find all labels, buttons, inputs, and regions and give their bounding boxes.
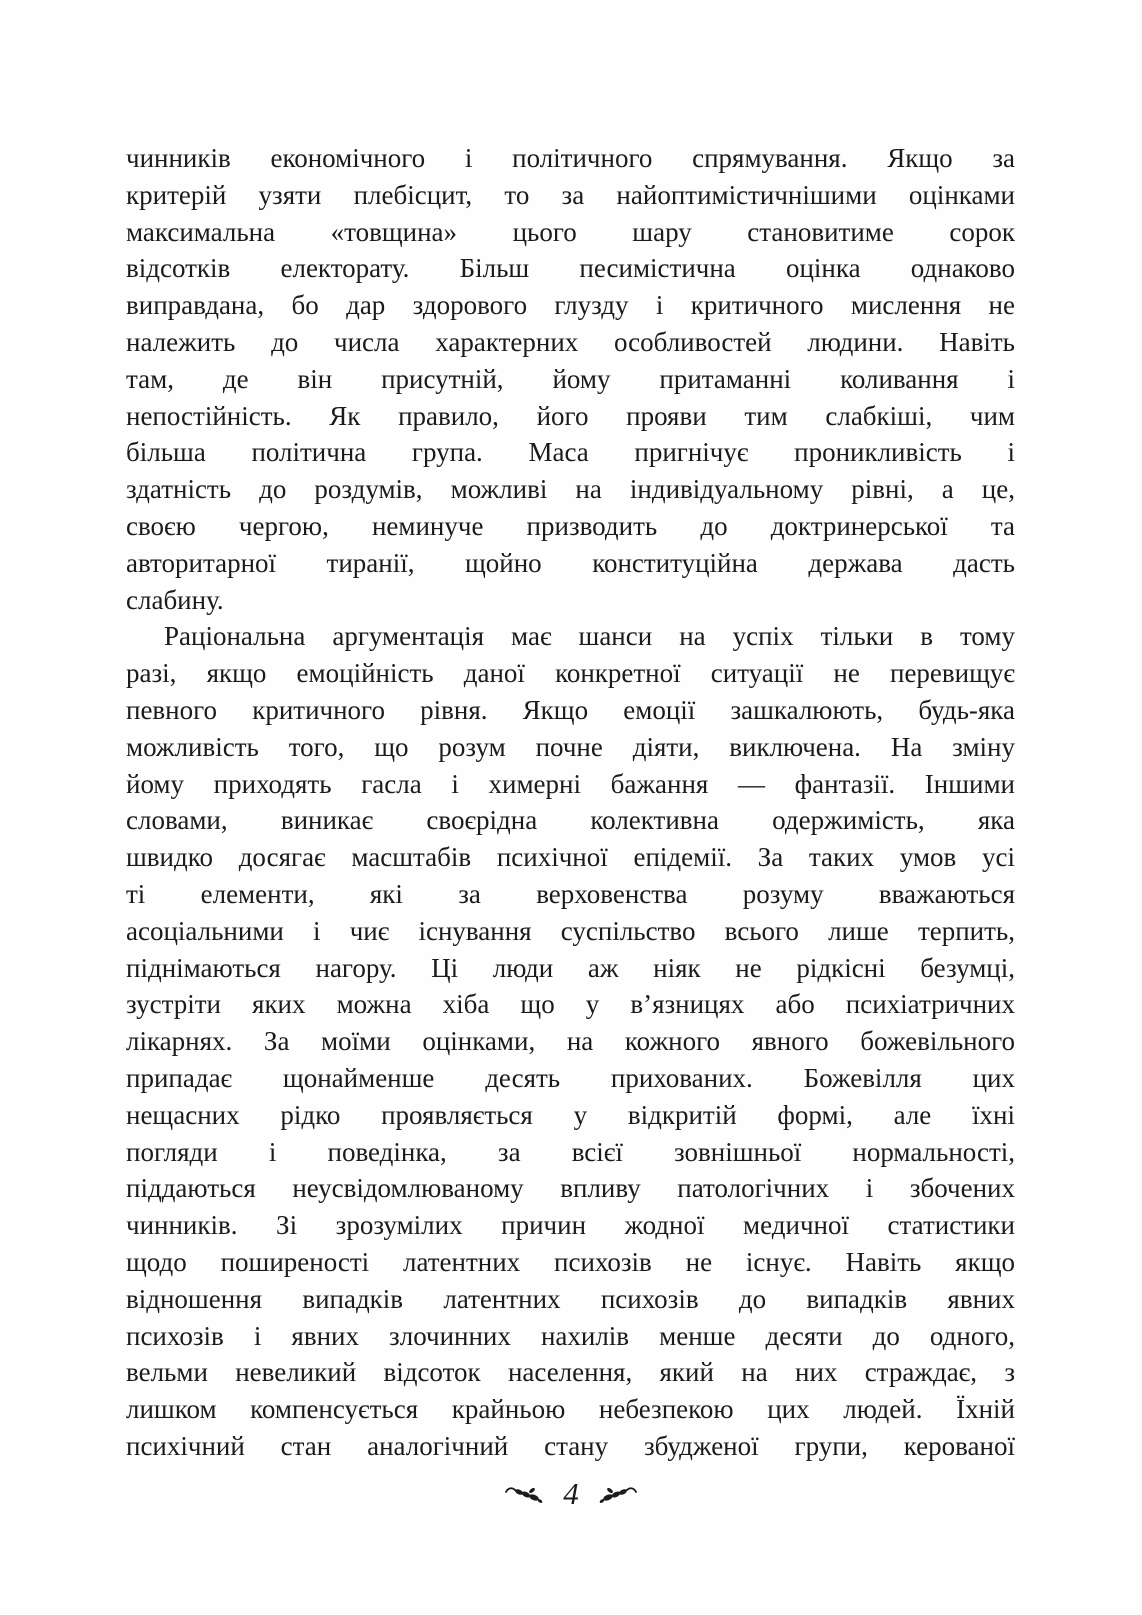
- text-line: здатність до роздумів, можливі на індивідуальному рівні, а це,: [126, 474, 1015, 505]
- text-line: швидко досягає масштабів психічної епідемії. За таких умов усі: [126, 842, 1015, 873]
- text-line: авторитарної тиранії, щойно конституційна держава дасть: [126, 547, 1015, 578]
- text-line: там, де він присутній, йому притаманні коливання і: [126, 363, 1015, 394]
- text-line: певного критичного рівня. Якщо емоції зашкалюють, будь-яка: [126, 694, 1015, 725]
- text-line: чинників економічного і політичного спрямування. Якщо за: [126, 143, 1015, 173]
- text-line: непостійність. Як правило, його прояви тим слабкіші, чим: [126, 400, 1015, 431]
- text-line: лишком компенсується крайньою небезпекою цих людей. Їхній: [126, 1394, 1015, 1425]
- page-number: 4: [563, 1476, 579, 1511]
- text-line: вельми невеликий відсоток населення, який на них страждає, з: [126, 1357, 1015, 1388]
- text-line: чинників. Зі зрозумілих причин жодної медичної статистики: [126, 1210, 1015, 1241]
- text-line: ті елементи, які за верховенства розуму вважаються: [126, 878, 1015, 909]
- vine-flourish-right-icon: [597, 1484, 637, 1504]
- text-line: припадає щонайменше десять прихованих. Божевілля цих: [126, 1062, 1015, 1093]
- body-text: [126, 140, 1015, 1465]
- text-line: нещасних рідко проявляється у відкритій формі, але їхні: [126, 1099, 1015, 1130]
- text-line: зустріти яких можна хіба що у в’язницях або психіатричних: [126, 989, 1015, 1020]
- text-line: психічний стан аналогічний стану збудженої групи, керованої: [126, 1430, 1015, 1461]
- text-line: лікарнях. За моїми оцінками, на кожного явного божевільного: [126, 1026, 1015, 1057]
- text-line: більша політична група. Маса пригнічує проникливість і: [126, 437, 1015, 468]
- text-line: критерій узяти плебісцит, то за найоптимістичнішими оцінками: [126, 179, 1015, 210]
- text-line: можливість того, що розум почне діяти, виключена. На зміну: [126, 731, 1015, 762]
- text-line: належить до числа характерних особливостей людини. Навіть: [126, 326, 1015, 357]
- paragraph-1: [126, 140, 1015, 618]
- text-line: своєю чергою, неминуче призводить до доктринерської та: [126, 510, 1015, 541]
- text-line: піддаються неусвідомлюваному впливу патологічних і збочених: [126, 1173, 1015, 1204]
- text-line: слабину.: [126, 584, 224, 615]
- text-line: асоціальними і чиє існування суспільство всього лише терпить,: [126, 915, 1015, 946]
- text-line: разі, якщо емоційність даної конкретної ситуації не перевищує: [126, 658, 1015, 689]
- text-line: психозів і явних злочинних нахилів менше десяти до одного,: [126, 1320, 1015, 1351]
- page-footer: [0, 1478, 1142, 1509]
- text-line: відношення випадків латентних психозів до випадків явних: [126, 1283, 1015, 1314]
- vine-flourish-left-icon: [505, 1484, 545, 1504]
- text-line: погляди і поведінка, за всієї зовнішньої нормальності,: [126, 1136, 1015, 1167]
- text-line: виправдана, бо дар здорового глузду і критичного мислення не: [126, 290, 1015, 321]
- text-line: словами, виникає своєрідна колективна одержимість, яка: [126, 805, 1015, 836]
- text-line: відсотків електорату. Більш песимістична оцінка однаково: [126, 253, 1015, 284]
- paragraph-2: [126, 618, 1015, 1464]
- text-line: щодо поширеності латентних психозів не існує. Навіть якщо: [126, 1246, 1015, 1277]
- text-line: максимальна «товщина» цього шару становитиме сорок: [126, 216, 1015, 247]
- text-line: Раціональна аргументація має шанси на успіх тільки в тому: [164, 621, 1015, 652]
- text-line: піднімаються нагору. Ці люди аж ніяк не рідкісні безумці,: [126, 952, 1015, 983]
- text-line: йому приходять гасла і химерні бажання — фантазії. Іншими: [126, 768, 1015, 799]
